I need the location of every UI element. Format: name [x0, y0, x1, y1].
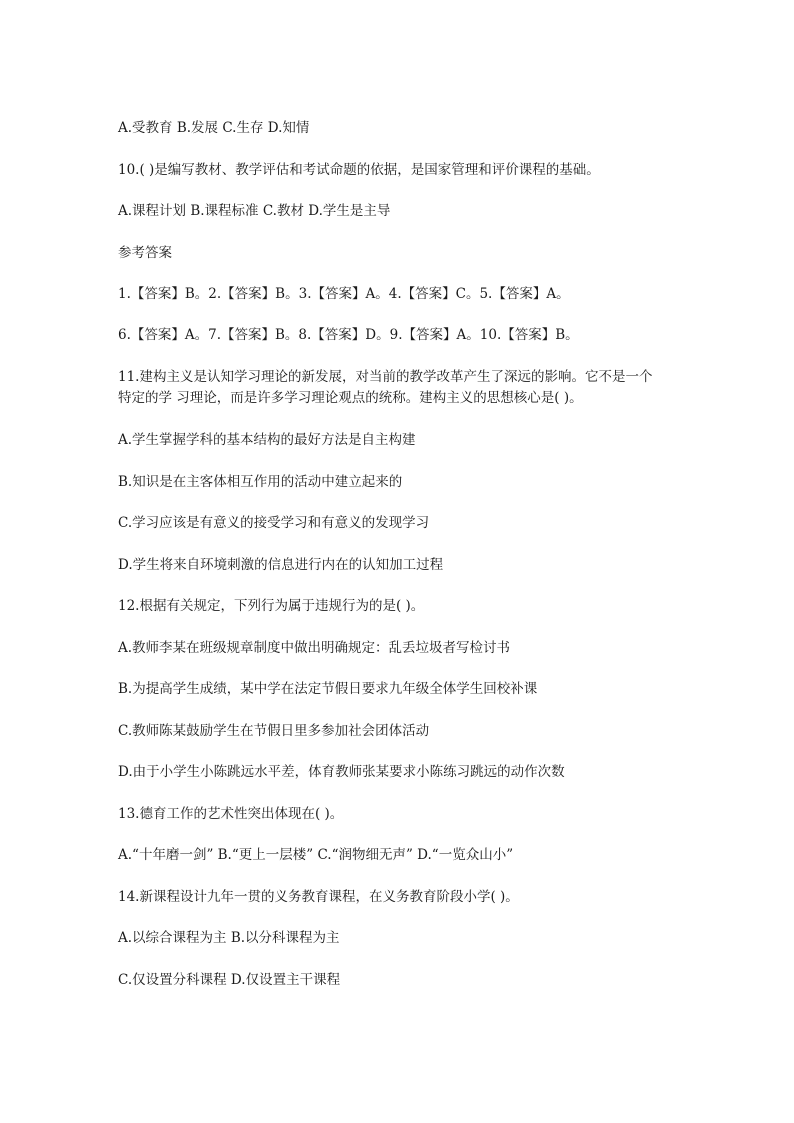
answers-line-2: 6.【答案】A。7.【答案】B。8.【答案】D。9.【答案】A。10.【答案】B。: [118, 327, 579, 343]
q12-option-c: C.教师陈某鼓励学生在节假日里多参加社会团体活动: [118, 723, 430, 739]
q14-options-ab: A.以综合课程为主 B.以分科课程为主: [118, 930, 340, 946]
q11-stem-line-1: 11.建构主义是认知学习理论的新发展，对当前的教学改革产生了深远的影响。它不是一个: [118, 369, 653, 385]
q11-option-d: D.学生将来自环境刺激的信息进行内在的认知加工过程: [118, 557, 444, 573]
q12-option-d: D.由于小学生小陈跳远水平差，体育教师张某要求小陈练习跳远的动作次数: [118, 764, 565, 780]
q12-stem: 12.根据有关规定，下列行为属于违规行为的是( )。: [118, 598, 425, 614]
q12-option-a: A.教师李某在班级规章制度中做出明确规定：乱丢垃圾者写检讨书: [118, 640, 511, 656]
q13-stem: 13.德育工作的艺术性突出体现在( )。: [118, 806, 344, 822]
answers-line-1: 1.【答案】B。2.【答案】B。3.【答案】A。4.【答案】C。5.【答案】A。: [118, 286, 570, 302]
q14-stem: 14.新课程设计九年一贯的义务教育课程，在义务教育阶段小学( )。: [118, 889, 519, 905]
q13-options: A.“十年磨一剑” B.“更上一层楼” C.“润物细无声” D.“一览众山小”: [118, 847, 514, 863]
q11-option-b: B.知识是在主客体相互作用的活动中建立起来的: [118, 474, 403, 490]
answers-heading: 参考答案: [118, 245, 172, 261]
q11-stem: [118, 367, 678, 409]
q12-option-b: B.为提高学生成绩，某中学在法定节假日要求九年级全体学生回校补课: [118, 681, 538, 697]
q11-option-a: A.学生掌握学科的基本结构的最好方法是自主构建: [118, 432, 416, 448]
q10-options: A.课程计划 B.课程标准 C.教材 D.学生是主导: [118, 203, 391, 219]
q10-stem: 10.( )是编写教材、教学评估和考试命题的依据，是国家管理和评价课程的基础。: [118, 162, 600, 178]
q11-stem-line-2: 特定的学 习理论，而是许多学习理论观点的统称。建构主义的思想核心是( )。: [118, 390, 583, 406]
q11-option-c: C.学习应该是有意义的接受学习和有意义的发现学习: [118, 515, 430, 531]
q9-options: A.受教育 B.发展 C.生存 D.知情: [118, 120, 310, 136]
q14-options-cd: C.仅设置分科课程 D.仅设置主干课程: [118, 972, 341, 988]
